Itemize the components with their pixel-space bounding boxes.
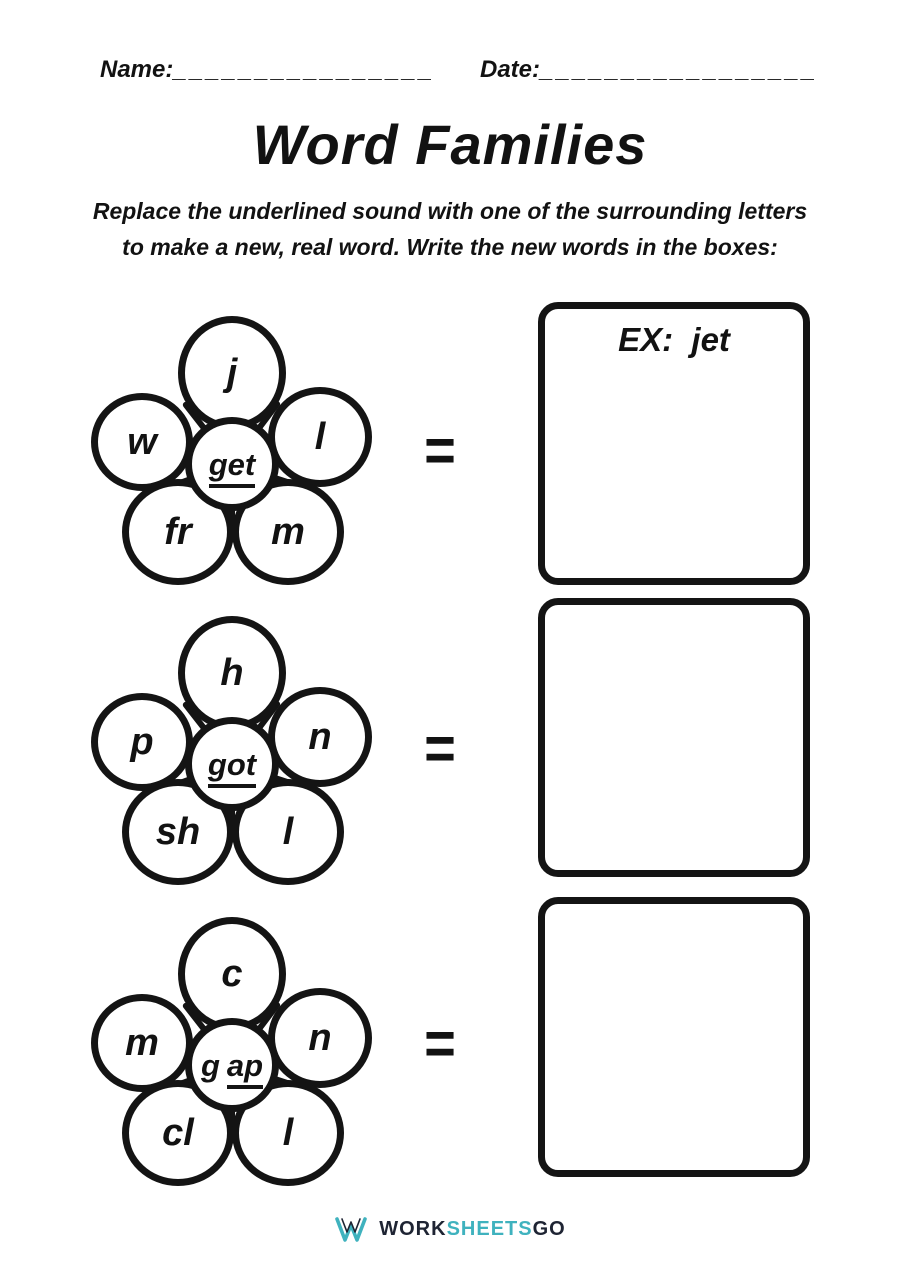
petal-letter: fr: [164, 511, 192, 553]
name-blank-line: ________________: [173, 56, 435, 83]
date-field: [480, 56, 818, 84]
petal-upper-left: [91, 994, 193, 1092]
petal-letter: m: [271, 511, 305, 553]
petal-top: [178, 917, 286, 1031]
petal-letter: l: [314, 416, 326, 458]
answer-box-3: [538, 897, 810, 1177]
instructions-line-2: to make a new, real word. Write the new words in the boxes:: [122, 234, 778, 260]
petal-letter: n: [308, 1017, 332, 1059]
petal-upper-right: [268, 687, 372, 787]
petal-letter: sh: [155, 811, 201, 853]
petal-letter: c: [221, 953, 243, 995]
flower-center: [185, 717, 279, 811]
flower-get: [90, 316, 370, 586]
center-word: [200, 1047, 264, 1083]
brand-go: GO: [532, 1218, 566, 1240]
petal-upper-left: [91, 693, 193, 791]
flower-center: [185, 1018, 279, 1112]
petal-letter: p: [130, 721, 154, 763]
petal-top: [178, 316, 286, 430]
petal-letter: j: [226, 352, 238, 394]
center-word-underlined: got: [208, 747, 256, 788]
instructions-line-1: Replace the underlined sound with one of the surrounding letters: [92, 198, 808, 224]
center-word-underlined: ap: [227, 1048, 263, 1089]
petal-upper-right: [268, 387, 372, 487]
center-word: [208, 446, 256, 482]
brand-work: WORK: [379, 1218, 447, 1240]
petal-upper-right: [268, 988, 372, 1088]
date-label: Date:: [480, 56, 541, 83]
petal-letter: w: [127, 421, 157, 463]
example-answer-label: EX: jet: [618, 321, 730, 358]
brand-text: [379, 1219, 565, 1240]
center-word-underlined: get: [209, 447, 256, 488]
date-blank-line: _________________: [540, 56, 818, 83]
page-title: Word Families: [252, 113, 648, 176]
petal-letter: n: [308, 716, 332, 758]
center-word: [207, 746, 257, 782]
brand-sheets: SHEETS: [446, 1218, 533, 1240]
equals-sign: =: [423, 714, 455, 784]
worksheetsgo-w-icon: [334, 1216, 370, 1243]
answer-box-1: [538, 302, 810, 585]
center-word-prefix: g: [200, 1047, 220, 1083]
petal-upper-left: [91, 393, 193, 491]
petal-letter: cl: [162, 1112, 194, 1154]
equals-sign: =: [423, 1009, 455, 1079]
petal-top: [178, 616, 286, 730]
worksheetsgo-logo: [0, 1216, 900, 1243]
flower-center: [185, 417, 279, 511]
flower-got: [90, 616, 370, 886]
name-label: Name:: [100, 56, 174, 83]
answer-box-2: [538, 598, 810, 877]
petal-letter: h: [220, 652, 244, 694]
equals-sign: =: [423, 416, 455, 486]
name-field: [100, 56, 435, 84]
petal-letter: l: [282, 811, 294, 853]
petal-letter: m: [125, 1022, 159, 1064]
flower-gap: [90, 917, 370, 1187]
petal-letter: l: [282, 1112, 294, 1154]
